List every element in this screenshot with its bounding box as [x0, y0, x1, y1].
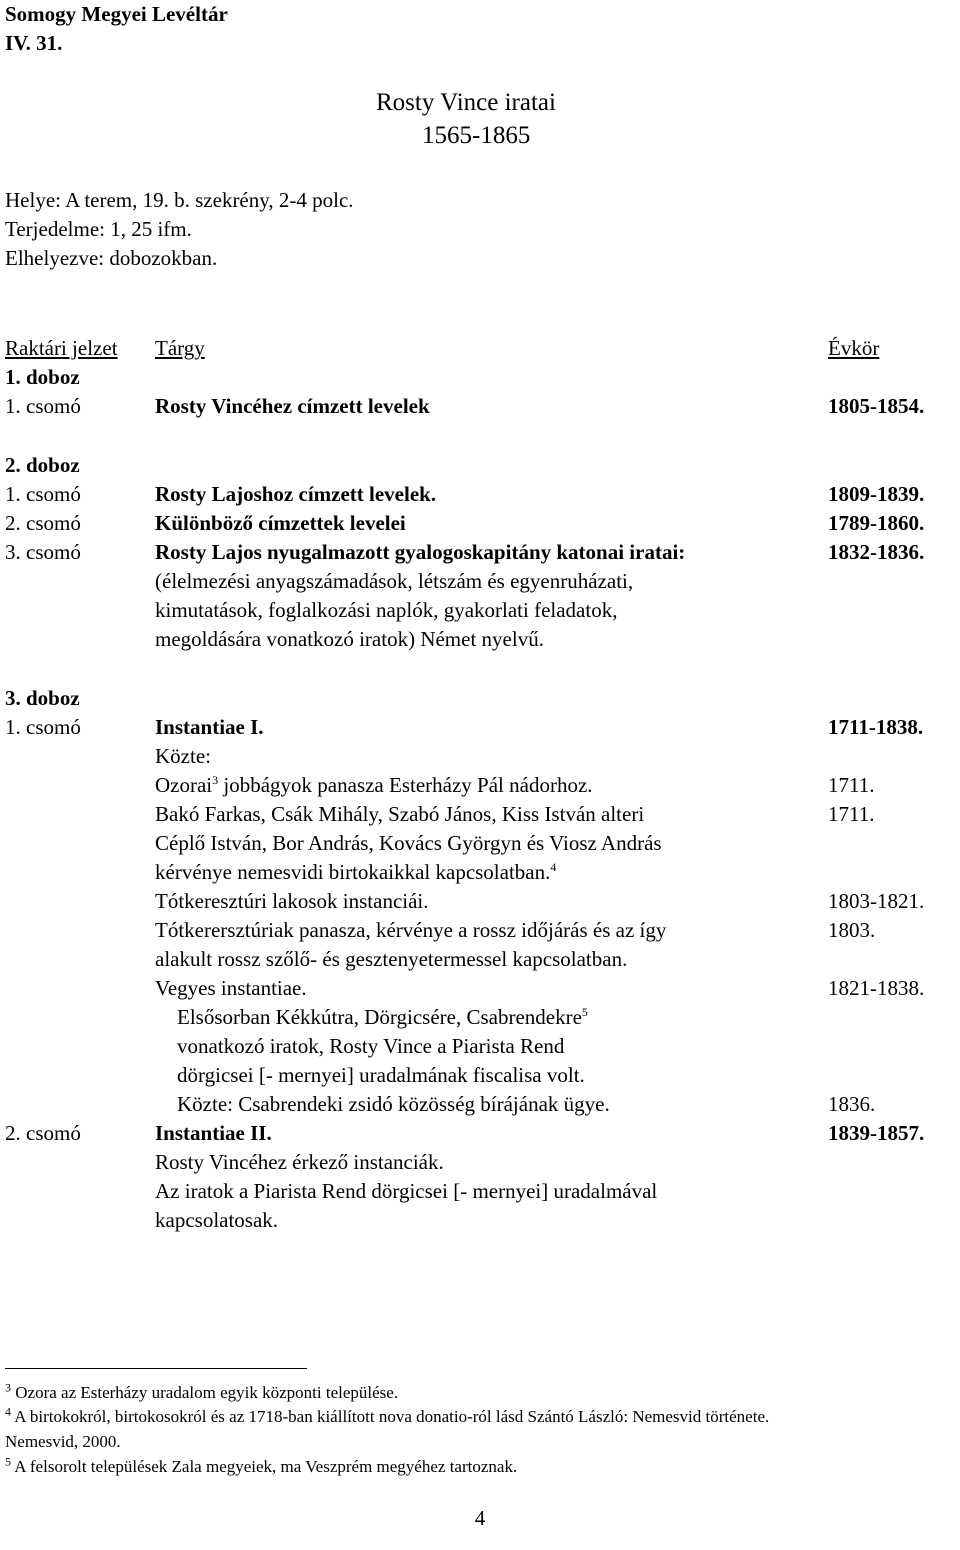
- archive-name: Somogy Megyei Levéltár: [5, 2, 228, 26]
- footnote-4-continued: Nemesvid, 2000.: [5, 1432, 121, 1451]
- box2-bundle3-no: 3. csomó: [5, 540, 81, 564]
- footnote-4: [5, 1406, 769, 1427]
- footnote-ref-3[interactable]: 3: [212, 773, 219, 787]
- footnote-ref-5[interactable]: 5: [581, 1005, 588, 1019]
- footnote-ref-4[interactable]: 4: [550, 860, 557, 874]
- box3-kozte: Közte:: [155, 744, 211, 768]
- box2-bundle1-no: 1. csomó: [5, 482, 81, 506]
- footnote-3-text: Ozora az Esterházy uradalom egyik központi települése.: [11, 1383, 399, 1402]
- box2-bundle3-years: 1832-1836.: [828, 540, 925, 564]
- footnote-4-no: 4: [5, 1404, 11, 1419]
- box3-item5-sub3: dörgicsei [- mernyei] uradalmának fiscalisa volt.: [177, 1063, 585, 1087]
- box3-item5-year: 1821-1838.: [828, 976, 925, 1000]
- document-title: Rosty Vince iratai: [376, 89, 556, 116]
- box-3-label: 3. doboz: [5, 686, 80, 710]
- box2-bundle2-years: 1789-1860.: [828, 511, 925, 535]
- box3-item5-sub1-text: Elsősorban Kékkútra, Dörgicsére, Csabrendekre: [177, 1005, 582, 1029]
- archive-ref: IV. 31.: [5, 31, 63, 55]
- meta-storage: Elhelyezve: dobozokban.: [5, 246, 218, 270]
- header-subject: Tárgy: [155, 336, 205, 360]
- box3-item5-sub2: vonatkozó iratok, Rosty Vince a Piarista Rend: [177, 1034, 565, 1058]
- box3-item4-line1: Tótkerersztúriak panasza, kérvénye a rossz időjárás és az így: [155, 918, 667, 942]
- box3-bundle2-years: 1839-1857.: [828, 1121, 925, 1145]
- box2-bundle2-subject: Különböző címzettek levelei: [155, 511, 406, 535]
- box3-item5-sub4-year: 1836.: [828, 1092, 876, 1116]
- box3-item1-rest: jobbágyok panasza Esterházy Pál nádorhoz.: [218, 773, 593, 797]
- box3-bundle2-no: 2. csomó: [5, 1121, 81, 1145]
- box3-bundle2-desc-2: Az iratok a Piarista Rend dörgicsei [- mernyei] uradalmával: [155, 1179, 658, 1203]
- header-period: Évkör: [828, 336, 880, 360]
- meta-extent: Terjedelme: 1, 25 ifm.: [5, 217, 192, 241]
- meta-location: Helye: A terem, 19. b. szekrény, 2-4 polc.: [5, 188, 354, 212]
- box3-bundle2-subject: Instantiae II.: [155, 1121, 272, 1145]
- document-years: 1565-1865: [422, 122, 531, 149]
- box-2-label: 2. doboz: [5, 453, 80, 477]
- box1-bundle1-no: 1. csomó: [5, 394, 81, 418]
- box3-item4-line2: alakult rossz szőlő- és gesztenyetermessel kapcsolatban.: [155, 947, 628, 971]
- footnote-5-text: A felsorolt települések Zala megyeiek, ma Veszprém megyéhez tartoznak.: [11, 1457, 518, 1476]
- box3-item5-text: Vegyes instantiae.: [155, 976, 307, 1000]
- box3-item5-sub4: Közte: Csabrendeki zsidó közösség bírájának ügye.: [177, 1092, 610, 1116]
- box1-bundle1-subject: Rosty Vincéhez címzett levelek: [155, 394, 430, 418]
- box1-bundle1-years: 1805-1854.: [828, 394, 925, 418]
- box3-bundle1-no: 1. csomó: [5, 715, 81, 739]
- box3-item2-line1: Bakó Farkas, Csák Mihály, Szabó János, Kiss István alteri: [155, 802, 645, 826]
- box2-bundle3-desc-2: kimutatások, foglalkozási naplók, gyakorlati feladatok,: [155, 598, 618, 622]
- box2-bundle3-desc-3: megoldására vonatkozó iratok) Német nyelvű.: [155, 627, 544, 651]
- box3-item2-line3: [155, 862, 556, 883]
- footnote-5: [5, 1456, 517, 1477]
- box3-bundle2-desc-3: kapcsolatosak.: [155, 1208, 279, 1232]
- footnote-3: [5, 1382, 398, 1403]
- footnote-4-text: A birtokokról, birtokosokról és az 1718-ban kiállított nova donatio-ról lásd Szántó László: Nemesvid története.: [11, 1407, 770, 1426]
- page-number: 4: [474, 1506, 486, 1530]
- box2-bundle1-years: 1809-1839.: [828, 482, 925, 506]
- box3-item3-year: 1803-1821.: [828, 889, 925, 913]
- box3-item1-year: 1711.: [828, 773, 875, 797]
- box3-item1-text: Ozorai: [155, 773, 213, 797]
- box3-bundle1-years: 1711-1838.: [828, 715, 924, 739]
- box3-bundle2-desc-1: Rosty Vincéhez érkező instanciák.: [155, 1150, 444, 1174]
- box3-item3-text: Tótkeresztúri lakosok instanciái.: [155, 889, 429, 913]
- box3-item2-line3-text: kérvénye nemesvidi birtokaikkal kapcsolatban.: [155, 860, 551, 884]
- footnote-3-no: 3: [5, 1380, 11, 1395]
- footnote-5-no: 5: [5, 1454, 11, 1469]
- box3-item2-line2: Céplő István, Bor András, Kovács Györgyn és Viosz András: [155, 831, 662, 855]
- box3-item1: [155, 775, 593, 796]
- header-ref: Raktári jelzet: [5, 336, 118, 360]
- box3-item2-year: 1711.: [828, 802, 875, 826]
- box2-bundle3-desc-1: (élelmezési anyagszámadások, létszám és egyenruházati,: [155, 569, 634, 593]
- box2-bundle3-subject: Rosty Lajos nyugalmazott gyalogoskapitány katonai iratai:: [155, 540, 686, 564]
- box2-bundle1-subject: Rosty Lajoshoz címzett levelek.: [155, 482, 437, 506]
- box-1-label: 1. doboz: [5, 365, 80, 389]
- box2-bundle2-no: 2. csomó: [5, 511, 81, 535]
- footnote-separator: [5, 1368, 307, 1369]
- box3-item4-year: 1803.: [828, 918, 876, 942]
- box3-item5-sub1: [177, 1007, 588, 1028]
- box3-bundle1-subject: Instantiae I.: [155, 715, 264, 739]
